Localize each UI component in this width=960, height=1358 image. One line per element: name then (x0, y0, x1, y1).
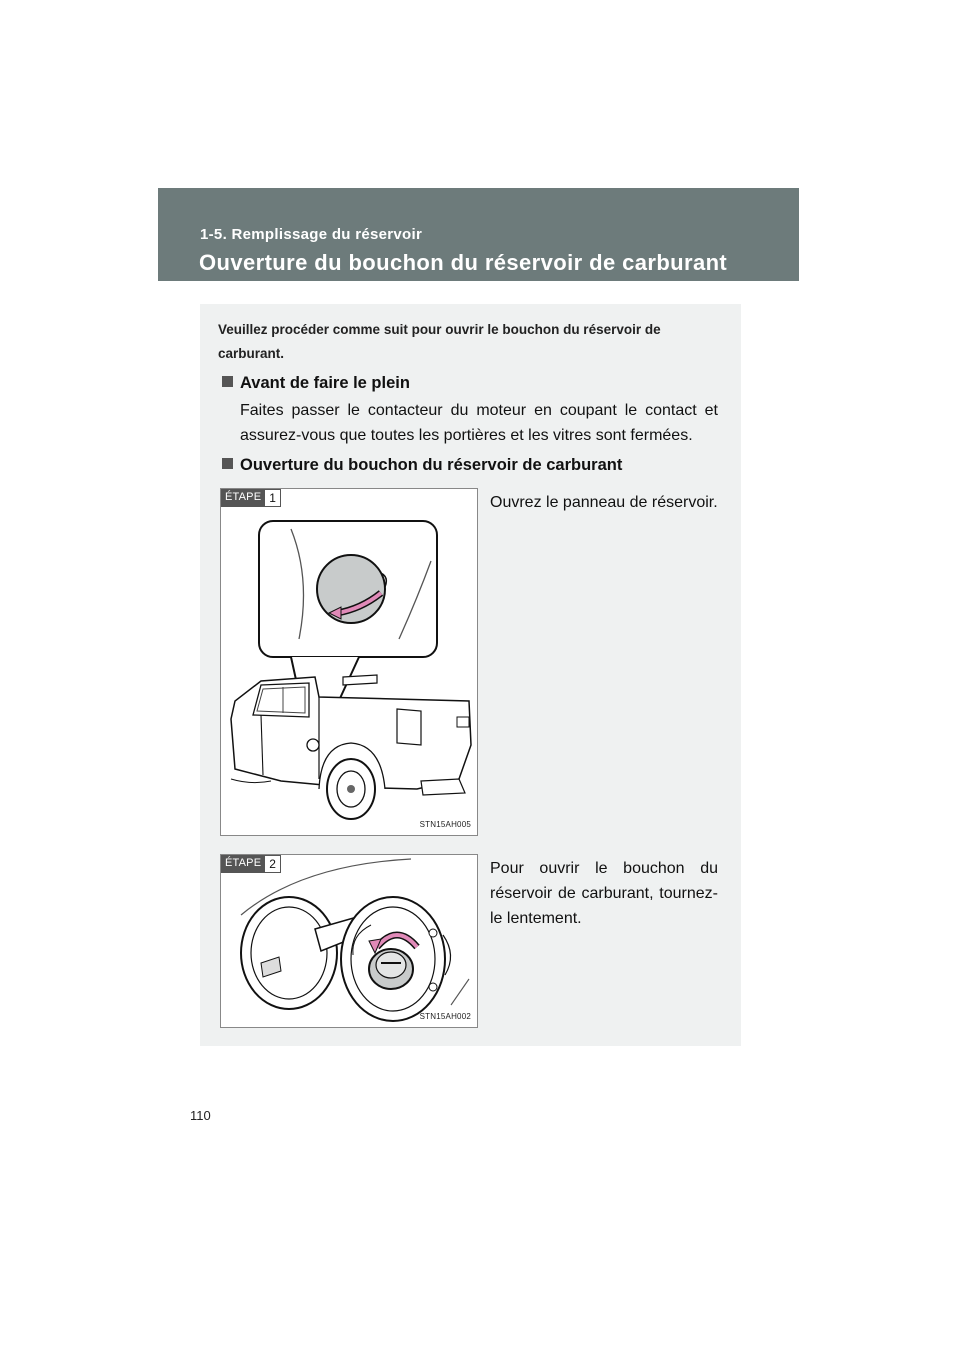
subheading-label: Avant de faire le plein (240, 374, 410, 392)
page-title: Ouverture du bouchon du réservoir de carburant (199, 250, 728, 275)
square-bullet-icon (222, 376, 233, 387)
subheading-label: Ouverture du bouchon du réservoir de carburant (240, 456, 623, 474)
step-1-figure (220, 488, 478, 836)
fuel-cap-open-illustration (221, 855, 477, 1027)
step-2-text: Pour ouvrir le bouchon du réservoir de carburant, tournez-le lentement. (490, 860, 718, 927)
step-label: ÉTAPE (221, 855, 265, 873)
step-label: ÉTAPE (221, 489, 265, 507)
step-2-badge (221, 855, 281, 873)
step-1-text: Ouvrez le panneau de réservoir. (490, 494, 718, 511)
pickup-truck-fuel-door-illustration (221, 489, 477, 835)
section-title: 1-5. Remplissage du réservoir (200, 226, 423, 243)
step-number: 1 (265, 489, 281, 507)
figure-code: STN15AH005 (419, 820, 471, 829)
subheading-open-cap (222, 456, 622, 475)
content-panel (200, 304, 741, 1046)
step-1-badge (221, 489, 281, 507)
intro-text: Veuillez procéder comme suit pour ouvrir le bouchon du réservoir de carburant. (218, 322, 661, 361)
chapter-header (158, 188, 799, 281)
figure-code: STN15AH002 (419, 1012, 471, 1021)
square-bullet-icon (222, 458, 233, 469)
page-number: 110 (190, 1108, 211, 1123)
step-2-figure (220, 854, 478, 1028)
subheading-before-refuel (222, 374, 410, 393)
before-refuel-text: Faites passer le contacteur du moteur en coupant le contact et assurez-vous que toutes les portières et les vitres sont fermées. (240, 402, 718, 444)
step-number: 2 (265, 855, 281, 873)
